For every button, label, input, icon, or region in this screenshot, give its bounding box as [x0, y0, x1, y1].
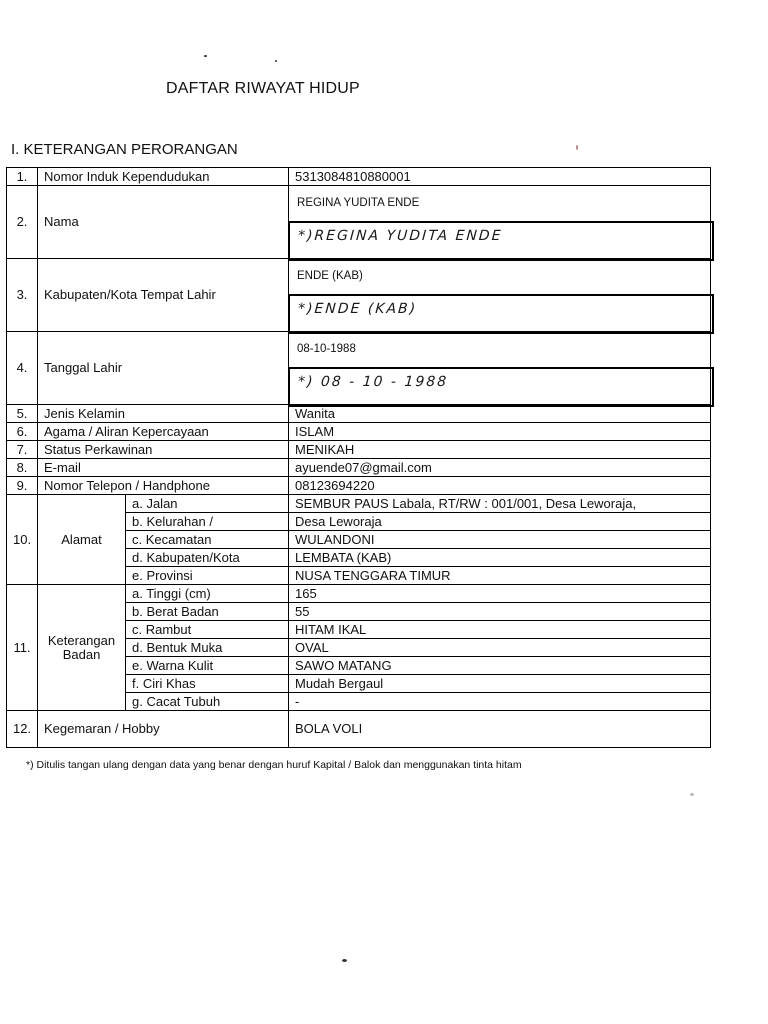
row-number: 4. — [7, 332, 38, 405]
row-number: 10. — [7, 495, 38, 585]
field-label-keterangan-badan — [38, 585, 126, 711]
field-label-nik: Nomor Induk Kependudukan — [38, 168, 289, 186]
scan-speck — [204, 55, 207, 57]
row-number: 2. — [7, 186, 38, 259]
row-number: 12. — [7, 711, 38, 748]
sub-label-berat: b. Berat Badan — [126, 603, 289, 621]
sub-label-kabupaten: d. Kabupaten/Kota — [126, 549, 289, 567]
table-row — [7, 441, 711, 459]
sub-value-kelurahan: Desa Leworaja — [289, 513, 711, 531]
row-number: 3. — [7, 259, 38, 332]
field-label-telepon: Nomor Telepon / Handphone — [38, 477, 289, 495]
field-label-hobby: Kegemaran / Hobby — [38, 711, 289, 748]
sub-label-warna-kulit: e. Warna Kulit — [126, 657, 289, 675]
row-number: 11. — [7, 585, 38, 711]
sub-label-bentuk-muka: d. Bentuk Muka — [126, 639, 289, 657]
scan-speck — [576, 145, 578, 150]
document-title: DAFTAR RIWAYAT HIDUP — [166, 80, 360, 97]
footnote: *) Ditulis tangan ulang dengan data yang benar dengan huruf Kapital / Balok dan menggunakan tinta hitam — [26, 759, 522, 771]
table-row — [7, 711, 711, 748]
label-line: Badan — [62, 646, 101, 662]
sub-label-provinsi: e. Provinsi — [126, 567, 289, 585]
scan-speck — [342, 959, 347, 962]
field-value-telepon: 08123694220 — [289, 477, 711, 495]
row-number: 9. — [7, 477, 38, 495]
label-line: Keterangan — [47, 632, 116, 648]
printed-value-tempat-lahir: ENDE (KAB) — [297, 270, 363, 282]
sub-value-kecamatan: WULANDONI — [289, 531, 711, 549]
table-row — [7, 168, 711, 186]
sub-label-rambut: c. Rambut — [126, 621, 289, 639]
sub-value-bentuk-muka: OVAL — [289, 639, 711, 657]
field-value-nik: 5313084810880001 — [289, 168, 711, 186]
table-row — [7, 495, 711, 513]
table-row — [7, 477, 711, 495]
scan-speck — [275, 60, 277, 62]
row-number: 5. — [7, 405, 38, 423]
sub-label-jalan: a. Jalan — [126, 495, 289, 513]
field-label-agama: Agama / Aliran Kepercayaan — [38, 423, 289, 441]
table-row — [7, 423, 711, 441]
handwritten-tempat-lahir: *)ENDE (KAB) — [297, 301, 418, 317]
table-row — [7, 405, 711, 423]
field-value-hobby: BOLA VOLI — [289, 711, 711, 748]
sub-value-warna-kulit: SAWO MATANG — [289, 657, 711, 675]
sub-value-cacat-tubuh: - — [289, 693, 711, 711]
table-row — [7, 186, 711, 259]
sub-value-kabupaten: LEMBATA (KAB) — [289, 549, 711, 567]
field-label-tempat-lahir: Kabupaten/Kota Tempat Lahir — [38, 259, 289, 332]
table-row — [7, 459, 711, 477]
sub-label-ciri-khas: f. Ciri Khas — [126, 675, 289, 693]
table-row — [7, 259, 711, 332]
table-row — [7, 332, 711, 405]
field-value-nama — [289, 186, 711, 259]
field-label-jenis-kelamin: Jenis Kelamin — [38, 405, 289, 423]
row-number: 7. — [7, 441, 38, 459]
handwriting-box-tempat-lahir — [288, 294, 714, 334]
field-value-email: ayuende07@gmail.com — [289, 459, 711, 477]
sub-label-cacat-tubuh: g. Cacat Tubuh — [126, 693, 289, 711]
printed-value-tanggal-lahir: 08-10-1988 — [297, 343, 356, 355]
sub-value-tinggi: 165 — [289, 585, 711, 603]
table-row — [7, 585, 711, 603]
sub-value-provinsi: NUSA TENGGARA TIMUR — [289, 567, 711, 585]
sub-label-kelurahan: b. Kelurahan / — [126, 513, 289, 531]
sub-value-berat: 55 — [289, 603, 711, 621]
scan-speck — [690, 793, 694, 796]
field-value-status-perkawinan: MENIKAH — [289, 441, 711, 459]
sub-value-jalan: SEMBUR PAUS Labala, RT/RW : 001/001, Desa Leworaja, — [289, 495, 711, 513]
handwriting-box-tanggal-lahir — [288, 367, 714, 407]
handwritten-nama: *)REGINA YUDITA ENDE — [297, 228, 504, 244]
field-value-tanggal-lahir — [289, 332, 711, 405]
field-value-jenis-kelamin: Wanita — [289, 405, 711, 423]
field-label-tanggal-lahir: Tanggal Lahir — [38, 332, 289, 405]
handwriting-box-nama — [288, 221, 714, 261]
row-number: 6. — [7, 423, 38, 441]
section-heading: I. KETERANGAN PERORANGAN — [11, 141, 238, 158]
row-number: 1. — [7, 168, 38, 186]
row-number: 8. — [7, 459, 38, 477]
field-label-status-perkawinan: Status Perkawinan — [38, 441, 289, 459]
printed-value-nama: REGINA YUDITA ENDE — [297, 197, 420, 209]
personal-data-table — [6, 167, 711, 748]
sub-label-kecamatan: c. Kecamatan — [126, 531, 289, 549]
sub-label-tinggi: a. Tinggi (cm) — [126, 585, 289, 603]
sub-value-ciri-khas: Mudah Bergaul — [289, 675, 711, 693]
field-label-email: E-mail — [38, 459, 289, 477]
sub-value-rambut: HITAM IKAL — [289, 621, 711, 639]
field-label-alamat: Alamat — [38, 495, 126, 585]
field-value-agama: ISLAM — [289, 423, 711, 441]
field-value-tempat-lahir — [289, 259, 711, 332]
field-label-nama: Nama — [38, 186, 289, 259]
handwritten-tanggal-lahir: *) 08 - 10 - 1988 — [297, 374, 449, 390]
